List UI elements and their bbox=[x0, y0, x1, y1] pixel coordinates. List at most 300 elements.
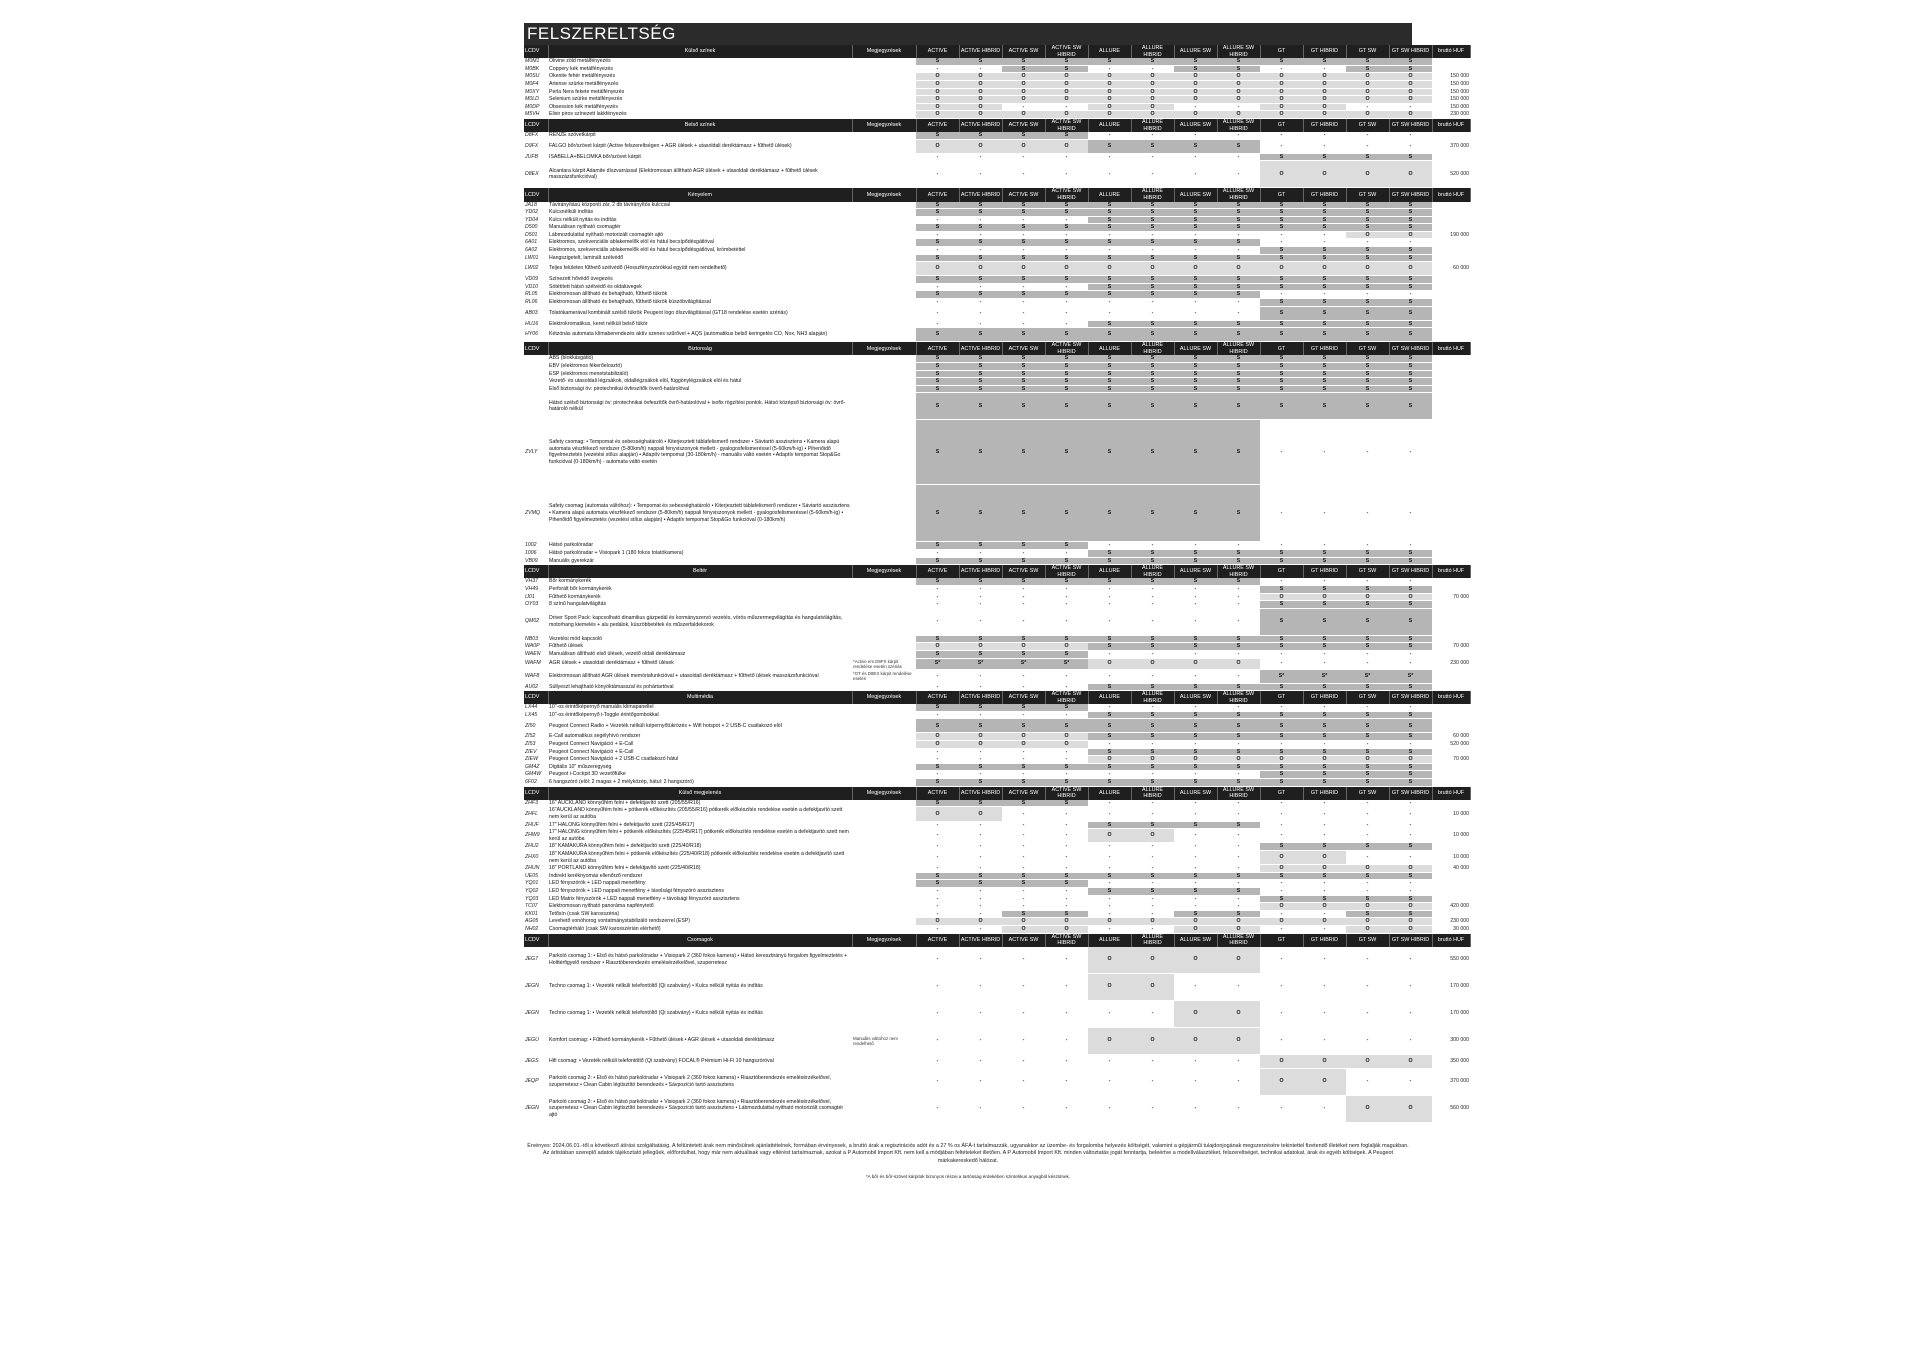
col-header-variant: GT SW bbox=[1346, 565, 1389, 579]
option-price bbox=[1432, 370, 1470, 378]
variant-availability: - bbox=[1131, 1095, 1174, 1122]
variant-availability: S bbox=[916, 800, 959, 807]
variant-availability: S bbox=[1131, 139, 1174, 153]
variant-availability: O bbox=[1260, 903, 1303, 911]
col-header-variant: ACTIVE HIBRID bbox=[959, 188, 1002, 202]
variant-availability: - bbox=[959, 843, 1002, 851]
variant-availability: - bbox=[1045, 895, 1088, 903]
variant-availability: - bbox=[1131, 925, 1174, 933]
variant-availability: - bbox=[959, 850, 1002, 864]
option-code: YD02 bbox=[524, 209, 548, 217]
option-price bbox=[1432, 216, 1470, 224]
option-code: M0XY bbox=[524, 88, 548, 96]
variant-availability: O bbox=[1002, 96, 1045, 104]
variant-availability: S bbox=[1002, 485, 1045, 542]
variant-availability: - bbox=[1002, 1054, 1045, 1068]
variant-availability: - bbox=[1088, 231, 1131, 239]
option-description: Parkoló csomag 2: • Első és hátsó parkolóradar + Visiopark 2 (360 fokos kamera) • Riasztóberendezés emelésérzékelővel, szuperretesz • Clean Cabin légtisztító berendezés • Sávpozíció tartó asszisztens bbox=[548, 1068, 852, 1095]
option-code: ZI52 bbox=[524, 733, 548, 741]
option-price bbox=[1432, 704, 1470, 711]
variant-availability: S bbox=[1002, 132, 1045, 139]
col-header-variant: ALLURE bbox=[1088, 565, 1131, 579]
col-header-note: Megjegyzések bbox=[852, 45, 916, 58]
variant-availability: O bbox=[1260, 103, 1303, 111]
variant-availability: S bbox=[1346, 355, 1389, 362]
variant-availability: S bbox=[916, 370, 959, 378]
variant-availability: - bbox=[1346, 485, 1389, 542]
variant-availability: S bbox=[1346, 910, 1389, 918]
variant-availability: O bbox=[959, 741, 1002, 749]
variant-availability: S bbox=[1260, 763, 1303, 771]
variant-availability: - bbox=[1217, 829, 1260, 843]
variant-availability: - bbox=[959, 161, 1002, 188]
variant-availability: - bbox=[1088, 153, 1131, 161]
option-description: Kulcs nélküli nyitás és indítás bbox=[548, 216, 852, 224]
variant-availability: S bbox=[1002, 58, 1045, 65]
variant-availability: O bbox=[1303, 96, 1346, 104]
variant-availability: - bbox=[1088, 865, 1131, 873]
option-price bbox=[1432, 320, 1470, 328]
option-price bbox=[1432, 771, 1470, 779]
variant-availability: - bbox=[1131, 850, 1174, 864]
option-note bbox=[852, 420, 916, 485]
variant-availability: S bbox=[959, 719, 1002, 733]
variant-availability: S bbox=[1174, 224, 1217, 232]
variant-availability: S bbox=[1346, 763, 1389, 771]
table-row bbox=[524, 139, 1470, 153]
col-header-variant: ALLURE bbox=[1088, 786, 1131, 800]
variant-availability: - bbox=[916, 161, 959, 188]
variant-availability: - bbox=[1131, 247, 1174, 255]
variant-availability: S bbox=[1303, 719, 1346, 733]
variant-availability: - bbox=[1131, 601, 1174, 609]
variant-availability: - bbox=[1260, 821, 1303, 829]
variant-availability: O bbox=[1174, 925, 1217, 933]
variant-availability: S bbox=[1217, 320, 1260, 328]
variant-availability: - bbox=[1303, 291, 1346, 299]
variant-availability: S bbox=[1346, 209, 1389, 217]
variant-availability: - bbox=[1260, 658, 1303, 669]
variant-availability: - bbox=[1389, 821, 1432, 829]
variant-availability: S bbox=[1088, 216, 1131, 224]
option-code: ZIEW bbox=[524, 756, 548, 764]
variant-availability: S* bbox=[1002, 658, 1045, 669]
variant-availability: S bbox=[1346, 393, 1389, 420]
variant-availability: O bbox=[1045, 741, 1088, 749]
variant-availability: O bbox=[1303, 918, 1346, 926]
variant-availability: O bbox=[1045, 139, 1088, 153]
table-row bbox=[524, 542, 1470, 550]
option-code: 6A02 bbox=[524, 247, 548, 255]
variant-availability: - bbox=[1002, 821, 1045, 829]
variant-availability: - bbox=[1217, 880, 1260, 888]
table-row bbox=[524, 320, 1470, 328]
option-description: Peugeot Connect Navigáció + 2 USB-C csatlakozó hátul bbox=[548, 756, 852, 764]
option-description: Techno csomag 1: • Vezeték nélküli telefontöltő (Qi szabvány) • Kulcs nélküli nyitás és indítás bbox=[548, 973, 852, 1000]
variant-availability: S bbox=[1174, 378, 1217, 386]
variant-availability: - bbox=[959, 1000, 1002, 1027]
variant-availability: - bbox=[1002, 947, 1045, 974]
option-description: Perla Nera fekete metálfényezés bbox=[548, 88, 852, 96]
variant-availability: S bbox=[1217, 65, 1260, 73]
variant-availability: - bbox=[1088, 800, 1131, 807]
variant-availability: - bbox=[959, 865, 1002, 873]
variant-availability: S bbox=[1346, 328, 1389, 342]
variant-availability: S bbox=[1346, 58, 1389, 65]
col-header-variant: ACTIVE HIBRID bbox=[959, 118, 1002, 132]
variant-availability: - bbox=[1303, 800, 1346, 807]
option-code: ZHFL bbox=[524, 807, 548, 821]
variant-availability: O bbox=[1303, 850, 1346, 864]
variant-availability: S bbox=[916, 880, 959, 888]
table-row bbox=[524, 202, 1470, 209]
variant-availability: - bbox=[1045, 549, 1088, 557]
option-code: ZVLY bbox=[524, 420, 548, 485]
variant-availability: - bbox=[916, 925, 959, 933]
variant-availability: - bbox=[1346, 1027, 1389, 1054]
variant-availability: - bbox=[1217, 299, 1260, 307]
col-header-variant: ALLURE HIBRID bbox=[1131, 342, 1174, 356]
variant-availability: S bbox=[1303, 549, 1346, 557]
variant-availability: - bbox=[1260, 947, 1303, 974]
col-header-variant: ACTIVE bbox=[916, 188, 959, 202]
variant-availability: O bbox=[1389, 756, 1432, 764]
variant-availability: - bbox=[1131, 800, 1174, 807]
variant-availability: S bbox=[1389, 370, 1432, 378]
variant-availability: - bbox=[1346, 103, 1389, 111]
option-price: 70 000 bbox=[1432, 643, 1470, 651]
col-header-variant: ACTIVE SW bbox=[1002, 786, 1045, 800]
col-header-price: bruttó HUF bbox=[1432, 933, 1470, 947]
option-note bbox=[852, 593, 916, 601]
variant-availability: S bbox=[1303, 763, 1346, 771]
variant-availability: S bbox=[916, 635, 959, 643]
section-header bbox=[524, 786, 1470, 800]
option-note bbox=[852, 973, 916, 1000]
variant-availability: S bbox=[1174, 216, 1217, 224]
variant-availability: - bbox=[1346, 973, 1389, 1000]
variant-availability: S bbox=[1303, 608, 1346, 635]
option-code: WAEN bbox=[524, 650, 548, 658]
variant-availability: - bbox=[959, 299, 1002, 307]
option-description: LED fényszórók + LED nappali menetfény bbox=[548, 880, 852, 888]
variant-availability: S bbox=[1217, 557, 1260, 565]
section-header bbox=[524, 565, 1470, 579]
variant-availability: O bbox=[1002, 643, 1045, 651]
variant-availability: O bbox=[1174, 88, 1217, 96]
option-price bbox=[1432, 880, 1470, 888]
variant-availability: - bbox=[1174, 132, 1217, 139]
option-note bbox=[852, 542, 916, 550]
variant-availability: O bbox=[1217, 918, 1260, 926]
variant-availability: O bbox=[1045, 96, 1088, 104]
col-header-variant: ACTIVE SW bbox=[1002, 565, 1045, 579]
variant-availability: S bbox=[959, 779, 1002, 787]
variant-availability: S bbox=[1088, 202, 1131, 209]
variant-availability: S bbox=[1088, 733, 1131, 741]
variant-availability: - bbox=[1002, 593, 1045, 601]
variant-availability: S bbox=[1131, 320, 1174, 328]
variant-availability: S bbox=[1346, 771, 1389, 779]
variant-availability: S bbox=[1389, 224, 1432, 232]
variant-availability: - bbox=[916, 850, 959, 864]
variant-availability: S bbox=[1389, 355, 1432, 362]
variant-availability: S bbox=[959, 209, 1002, 217]
variant-availability: O bbox=[1002, 918, 1045, 926]
option-note bbox=[852, 601, 916, 609]
option-price: 230 000 bbox=[1432, 658, 1470, 669]
variant-availability: - bbox=[1131, 843, 1174, 851]
variant-availability: S bbox=[1217, 821, 1260, 829]
option-price bbox=[1432, 378, 1470, 386]
col-header-price: bruttó HUF bbox=[1432, 118, 1470, 132]
variant-availability: O bbox=[1389, 88, 1432, 96]
variant-availability: - bbox=[1303, 65, 1346, 73]
col-header-variant: ALLURE SW HIBRID bbox=[1217, 118, 1260, 132]
variant-availability: S bbox=[1045, 485, 1088, 542]
variant-availability: - bbox=[1045, 669, 1088, 683]
variant-availability: - bbox=[959, 283, 1002, 291]
option-price bbox=[1432, 635, 1470, 643]
table-row bbox=[524, 733, 1470, 741]
option-description: 10"-os érintőképernyő manuális klímapanellel bbox=[548, 704, 852, 711]
option-price bbox=[1432, 202, 1470, 209]
variant-availability: - bbox=[1260, 973, 1303, 1000]
table-row bbox=[524, 385, 1470, 393]
variant-availability: O bbox=[1217, 262, 1260, 276]
variant-availability: S bbox=[1045, 291, 1088, 299]
table-row bbox=[524, 872, 1470, 880]
option-code: NH02 bbox=[524, 925, 548, 933]
variant-availability: O bbox=[1217, 80, 1260, 88]
option-note bbox=[852, 202, 916, 209]
option-code: RL06 bbox=[524, 299, 548, 307]
variant-availability: S bbox=[1045, 132, 1088, 139]
col-header-variant: ACTIVE SW HIBRID bbox=[1045, 691, 1088, 705]
variant-availability: - bbox=[1045, 865, 1088, 873]
variant-availability: - bbox=[1088, 593, 1131, 601]
col-header-variant: ALLURE SW HIBRID bbox=[1217, 933, 1260, 947]
section-title: Beltér bbox=[548, 565, 852, 579]
col-header-variant: ALLURE SW bbox=[1174, 565, 1217, 579]
variant-availability: O bbox=[1131, 658, 1174, 669]
variant-availability: - bbox=[1303, 887, 1346, 895]
variant-availability: - bbox=[916, 903, 959, 911]
table-row bbox=[524, 779, 1470, 787]
table-row bbox=[524, 420, 1470, 485]
table-row bbox=[524, 254, 1470, 262]
variant-availability: S bbox=[1389, 771, 1432, 779]
variant-availability: S bbox=[916, 254, 959, 262]
col-header-variant: ACTIVE HIBRID bbox=[959, 933, 1002, 947]
variant-availability: S bbox=[1346, 306, 1389, 320]
col-header-variant: ACTIVE bbox=[916, 342, 959, 356]
variant-availability: O bbox=[1174, 262, 1217, 276]
variant-availability: - bbox=[1174, 903, 1217, 911]
option-description: Elektromosan állítható és behajtható, fűthető tükrök küszöbvilágítással bbox=[548, 299, 852, 307]
variant-availability: - bbox=[1174, 306, 1217, 320]
variant-availability: - bbox=[1346, 420, 1389, 485]
variant-availability: O bbox=[1346, 88, 1389, 96]
option-description: Parkoló csomag 2: • Első és hátsó parkolóradar + Visiopark 2 (360 fokos kamera) • Riasztóberendezés emelésérzékelővel, szuperretesz • Clean Cabin légtisztító berendezés • Sávpozíció tartó asszisztens • Lábmozdulattal nyitható motorizált csomagtér ajtó bbox=[548, 1095, 852, 1122]
col-header-variant: GT SW bbox=[1346, 691, 1389, 705]
table-row bbox=[524, 153, 1470, 161]
variant-availability: - bbox=[1002, 549, 1045, 557]
variant-availability: - bbox=[1088, 704, 1131, 711]
col-header-variant: ALLURE SW bbox=[1174, 342, 1217, 356]
variant-availability: - bbox=[1045, 306, 1088, 320]
variant-availability: S bbox=[959, 557, 1002, 565]
variant-availability: S bbox=[1174, 763, 1217, 771]
col-header-variant: ALLURE HIBRID bbox=[1131, 118, 1174, 132]
variant-availability: O bbox=[1260, 80, 1303, 88]
variant-availability: - bbox=[1346, 821, 1389, 829]
variant-availability: - bbox=[1389, 850, 1432, 864]
variant-availability: - bbox=[1217, 306, 1260, 320]
variant-availability: - bbox=[1174, 650, 1217, 658]
option-note bbox=[852, 1068, 916, 1095]
variant-availability: S bbox=[1131, 209, 1174, 217]
variant-availability: S bbox=[1002, 393, 1045, 420]
variant-availability: - bbox=[959, 829, 1002, 843]
variant-availability: S bbox=[1303, 320, 1346, 328]
variant-availability: - bbox=[916, 1095, 959, 1122]
variant-availability: S bbox=[1002, 420, 1045, 485]
col-header-variant: ACTIVE SW bbox=[1002, 342, 1045, 356]
table-row bbox=[524, 771, 1470, 779]
col-header-variant: ACTIVE SW bbox=[1002, 933, 1045, 947]
variant-availability: S bbox=[1174, 887, 1217, 895]
option-code: M0LD bbox=[524, 96, 548, 104]
variant-availability: S bbox=[1088, 239, 1131, 247]
option-description: Hifi csomag: • Vezeték nélküli telefontöltő (Qi szabvány) FOCAL® Prémium Hi-Fi 10 hangszóróval bbox=[548, 1054, 852, 1068]
table-row bbox=[524, 247, 1470, 255]
variant-availability: - bbox=[1045, 320, 1088, 328]
option-price bbox=[1432, 650, 1470, 658]
variant-availability: - bbox=[1260, 132, 1303, 139]
variant-availability: - bbox=[1303, 829, 1346, 843]
variant-availability: S bbox=[1217, 683, 1260, 691]
variant-availability: S bbox=[959, 202, 1002, 209]
option-description: Teljes felületen fűthető szélvédő (Hosszfényszórókkal együtt nem rendelhető) bbox=[548, 262, 852, 276]
variant-availability: S bbox=[1303, 635, 1346, 643]
variant-availability: S bbox=[1346, 299, 1389, 307]
col-header-variant: ALLURE SW HIBRID bbox=[1217, 691, 1260, 705]
variant-availability: - bbox=[959, 669, 1002, 683]
option-code: ZHUF bbox=[524, 821, 548, 829]
variant-availability: S bbox=[1217, 276, 1260, 284]
variant-availability: O bbox=[1131, 947, 1174, 974]
variant-availability: S bbox=[1303, 58, 1346, 65]
variant-availability: O bbox=[1260, 73, 1303, 81]
variant-availability: - bbox=[916, 947, 959, 974]
col-header-variant: ALLURE HIBRID bbox=[1131, 565, 1174, 579]
variant-availability: S bbox=[1217, 283, 1260, 291]
variant-availability: - bbox=[1389, 139, 1432, 153]
option-price: 350 000 bbox=[1432, 1054, 1470, 1068]
variant-availability: S bbox=[1045, 800, 1088, 807]
variant-availability: S bbox=[1303, 393, 1346, 420]
option-note bbox=[852, 370, 916, 378]
variant-availability: - bbox=[1217, 771, 1260, 779]
variant-availability: O bbox=[1045, 111, 1088, 119]
table-row bbox=[524, 73, 1470, 81]
variant-availability: S bbox=[1260, 895, 1303, 903]
variant-availability: S bbox=[1389, 601, 1432, 609]
option-note bbox=[852, 779, 916, 787]
variant-availability: S bbox=[1260, 378, 1303, 386]
variant-availability: - bbox=[1389, 239, 1432, 247]
variant-availability: O bbox=[1260, 850, 1303, 864]
option-description: Hátsó parkolóradar bbox=[548, 542, 852, 550]
col-header-variant: ALLURE bbox=[1088, 691, 1131, 705]
variant-availability: - bbox=[1217, 608, 1260, 635]
variant-availability: S bbox=[1260, 748, 1303, 756]
variant-availability: S bbox=[1389, 328, 1432, 342]
variant-availability: - bbox=[916, 320, 959, 328]
variant-availability: S bbox=[1389, 748, 1432, 756]
option-description: 8 színű hangulatvilágítás bbox=[548, 601, 852, 609]
variant-availability: O bbox=[1389, 96, 1432, 104]
variant-availability: O bbox=[1303, 903, 1346, 911]
variant-availability: S bbox=[1260, 283, 1303, 291]
variant-availability: S bbox=[1045, 378, 1088, 386]
variant-availability: - bbox=[916, 65, 959, 73]
variant-availability: O bbox=[1303, 88, 1346, 96]
variant-availability: - bbox=[1303, 578, 1346, 585]
option-code: OY03 bbox=[524, 601, 548, 609]
option-price: 10 000 bbox=[1432, 829, 1470, 843]
variant-availability: - bbox=[959, 247, 1002, 255]
variant-availability: O bbox=[916, 73, 959, 81]
table-row bbox=[524, 276, 1470, 284]
option-description: FALGO bőr/szövet kárpit (Active felszereltségen + AGR ülések + utasoldali deréktámasz + fűthető ülések) bbox=[548, 139, 852, 153]
variant-availability: - bbox=[916, 153, 959, 161]
variant-availability: - bbox=[1002, 829, 1045, 843]
variant-availability: O bbox=[1045, 80, 1088, 88]
equipment-document bbox=[524, 23, 1469, 1180]
variant-availability: S bbox=[1389, 643, 1432, 651]
col-header-price: bruttó HUF bbox=[1432, 45, 1470, 58]
option-code: D8EX bbox=[524, 161, 548, 188]
table-row bbox=[524, 161, 1470, 188]
col-header-variant: GT SW bbox=[1346, 933, 1389, 947]
variant-availability: O bbox=[1346, 1095, 1389, 1122]
variant-availability: - bbox=[1260, 542, 1303, 550]
variant-availability: S bbox=[959, 800, 1002, 807]
option-price: 70 000 bbox=[1432, 756, 1470, 764]
variant-availability: S bbox=[1131, 821, 1174, 829]
variant-availability: - bbox=[1174, 771, 1217, 779]
variant-availability: S bbox=[1260, 608, 1303, 635]
option-note bbox=[852, 1000, 916, 1027]
variant-availability: S bbox=[1389, 763, 1432, 771]
col-header-variant: ACTIVE SW HIBRID bbox=[1045, 342, 1088, 356]
variant-availability: - bbox=[1346, 578, 1389, 585]
variant-availability: - bbox=[1346, 1000, 1389, 1027]
variant-availability: S bbox=[1346, 711, 1389, 719]
variant-availability: S bbox=[1174, 239, 1217, 247]
col-header-variant: GT HIBRID bbox=[1303, 786, 1346, 800]
col-header-variant: GT SW HIBRID bbox=[1389, 45, 1432, 58]
variant-availability: S bbox=[1045, 363, 1088, 371]
variant-availability: O bbox=[1174, 1027, 1217, 1054]
section-title: Külső színek bbox=[548, 45, 852, 58]
option-note bbox=[852, 355, 916, 362]
variant-availability: - bbox=[1131, 542, 1174, 550]
option-description: Elektromos, szekvenciális ablakemelők elöl és hátul becsípődésgátlóval, krómbetéttel bbox=[548, 247, 852, 255]
variant-availability: - bbox=[1088, 1068, 1131, 1095]
